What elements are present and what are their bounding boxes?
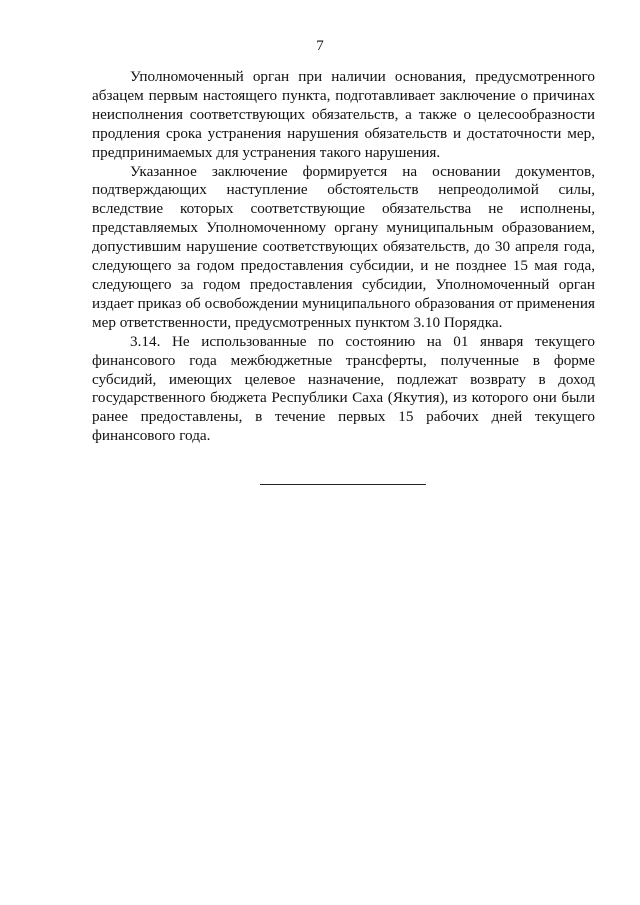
end-divider-line [260, 484, 426, 485]
paragraph-conclusion-basis: Указанное заключение формируется на основании документов, подтверждающих наступление обстоятельств непреодолимой силы, вследствие которых соответствующие обязательства не исполнены, представляемых Уполномоченному органу муниципальным образованием, допустившим нарушение соответствующих обязательств, до 30 апреля года, следующего за годом предоставления субсидии, и не позднее 15 мая года, следующего за годом предоставления субсидии, Уполномоченный орган издает приказ об освобождении муниципального образования от применения мер ответственности, предусмотренных пунктом 3.10 Порядка. [92, 162, 595, 331]
document-body [92, 68, 595, 446]
paragraph-conclusion-preparation: Уполномоченный орган при наличии основания, предусмотренного абзацем первым настоящего пункта, подготавливает заключение о причинах неисполнения соответствующих обязательств, а также о целесообразности продления срока устранения нарушения обязательств и достаточности мер, предпринимаемых для устранения такого нарушения. [92, 68, 595, 161]
page-number: 7 [316, 38, 324, 54]
paragraph-3-14-unused-transfers: 3.14. Не использованные по состоянию на 01 января текущего финансового года межбюджетные трансферты, полученные в форме субсидий, имеющих целевое назначение, подлежат возврату в доход государственного бюджета Республики Саха (Якутия), из которого они были ранее предоставлены, в течение первых 15 рабочих дней текущего финансового года. [92, 332, 595, 445]
